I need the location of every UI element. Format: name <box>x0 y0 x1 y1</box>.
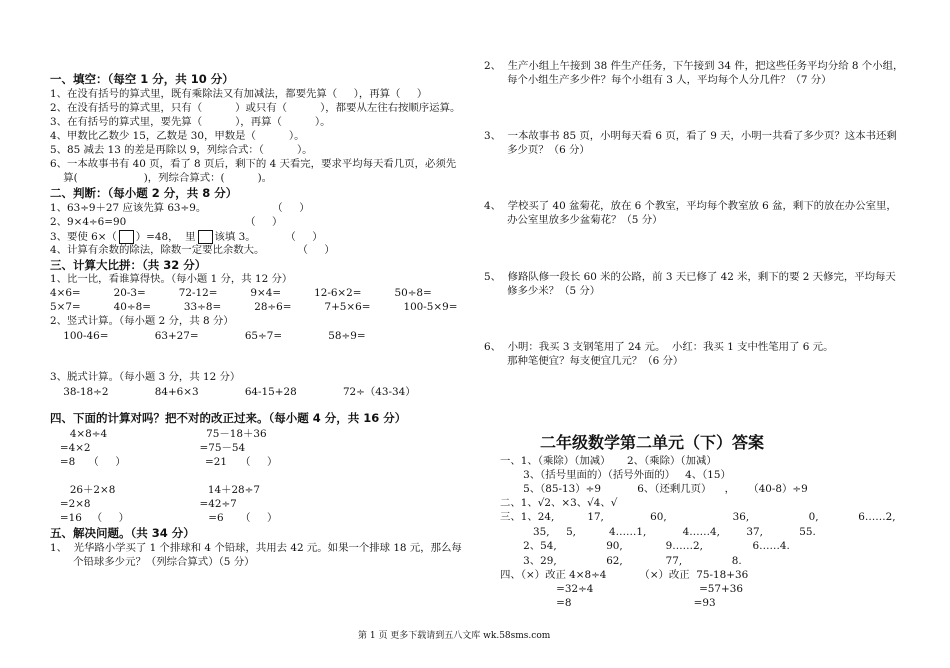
answer-line-8: 3、29, 62, 77, 8. <box>500 555 742 567</box>
check-row-5: =2×8 =42÷7 <box>50 498 237 510</box>
problem-6-cont: 那种笔便宜？每支便宜几元？（6 分） <box>484 355 684 367</box>
judge-1: 1、63÷9＋27 应该先算 63÷9。 （ ） <box>50 202 310 214</box>
fill-blank-6-cont: 算( )，列综合算式：( )。 <box>50 172 273 184</box>
problem-6: 6、 小明：我买 3 支钢笔用了 24 元。 小红：我买 1 支中性笔用了 6 元。 <box>484 341 834 353</box>
step-calc-row: 38-18÷2 84+6×3 64-15+28 72÷（43-34） <box>50 386 416 398</box>
fill-blank-5: 5、85 减去 13 的差是再除以 9，列综合式：（ ）。 <box>50 144 313 156</box>
problem-4-cont: 办公室里放多少盆菊花？（5 分） <box>484 214 663 226</box>
page-footer: 第 1 页 更多下载请到五八文库 wk.58sms.com <box>358 631 551 641</box>
answer-line-9: 四、（×）改正 4×8÷4 （×）改正 75-18+36 <box>500 569 749 581</box>
fill-blank-2: 2、在没有括号的算式里，只有（ ）或只有（ ），都要从左往右按顺序运算。 <box>50 102 461 114</box>
answer-line-5: 三、1、24, 17, 60, 36, 0, 6……2, <box>500 511 896 523</box>
check-row-6: =16 （ ） =6 （ ） <box>50 512 278 524</box>
blank-box <box>198 230 213 244</box>
judge-3 <box>50 230 323 244</box>
problem-5: 5、 修路队修一段长 60 米的公路，前 3 天已修了 42 米，剩下的要 2 天修完，平均每天 <box>484 271 896 283</box>
judge-2: 2、9×4÷6=90 （ ） <box>50 216 283 228</box>
mental-math-heading: 1、比一比，看谁算得快。（每小题 1 分，共 12 分） <box>50 273 293 285</box>
judge-3-tail: 该填 3。 （ ） <box>214 231 323 243</box>
judge-3-mid: ）=48， 里 <box>135 231 196 243</box>
answer-line-6: 35, 5, 4……1, 4……4, 37, 55. <box>500 526 816 538</box>
section-2-heading: 二、判断：（每小题 2 分，共 8 分） <box>50 186 238 200</box>
answer-line-11: =8 =93 <box>500 597 716 609</box>
problem-2: 2、 生产小组上午接到 38 件生产任务，下午接到 34 件，把这些任务平均分给 8 个小组， <box>484 60 904 72</box>
check-row-2: =4×2 =75－54 <box>50 442 246 454</box>
fill-blank-3: 3、在有括号的算式里，要先算（ ），再算（ ）。 <box>50 116 331 128</box>
section-1-heading: 一、填空：（每空 1 分，共 10 分） <box>50 72 234 86</box>
fill-blank-6: 6、一本故事书有 40 页，看了 8 页后，剩下的 4 天看完，要求平均每天看几页，必须先 <box>50 158 457 170</box>
answer-title: 二年级数学第二单元（下）答案 <box>540 433 765 452</box>
check-row-1: 4×8÷4 75－18＋36 <box>50 428 267 440</box>
vertical-calc-row: 100-46= 63+27= 65÷7= 58÷9= <box>50 330 366 342</box>
answer-line-10: =32÷4 =57+36 <box>500 583 743 595</box>
judge-4: 4、计算有余数的除法，除数一定要比余数大。 （ ） <box>50 244 335 256</box>
fill-blank-4: 4、甲数比乙数少 15，乙数是 30，甲数是（ ）。 <box>50 130 305 142</box>
step-calc-heading: 3、脱式计算。（每小题 3 分，共 12 分） <box>50 371 241 383</box>
answer-line-2: 3、（括号里面的）（括号外面的） 4、（15） <box>500 469 731 481</box>
check-row-3: =8 （ ） =21 （ ） <box>50 456 278 468</box>
blank-box <box>119 230 134 244</box>
problem-1-cont: 个铅球多少元？（列综合算式）（5 分） <box>50 556 255 568</box>
mental-math-row-1: 4×6= 20-3= 72-12= 9×4= 12-6×2= 50÷8= <box>50 287 432 299</box>
problem-4: 4、 学校买了 40 盆菊花，放在 6 个教室，平均每个教室放 6 盆，剩下的放在办公室里， <box>484 200 897 212</box>
check-row-4: 26＋2×8 14＋28÷7 <box>50 484 260 496</box>
answer-line-1: 一、1、（乘除）（加减） 2、（乘除）（加减） <box>500 455 717 467</box>
vertical-calc-heading: 2、竖式计算。（每小题 2 分，共 8 分） <box>50 315 234 327</box>
section-5-heading: 五、解决问题。（共 34 分） <box>50 526 195 540</box>
problem-2-cont: 每个小组生产多少件？每个小组有 3 人，平均每个人分几件？（7 分） <box>484 74 832 86</box>
answer-line-3: 5、（85-13）÷9 6、（还剩几页） ， （40-8）÷9 <box>500 483 808 495</box>
problem-3-cont: 多少页？（6 分） <box>484 144 590 156</box>
answer-line-7: 2、54, 90, 9……2, 6……4. <box>500 540 790 552</box>
answer-line-4: 二、1、√2、×3、√4、√ <box>500 497 618 509</box>
section-3-heading: 三、计算大比拼：（共 32 分） <box>50 258 207 272</box>
fill-blank-1: 1、在没有括号的算式里，既有乘除法又有加减法，都要先算（ ），再算（ ） <box>50 88 428 100</box>
problem-1: 1、 光华路小学买了 1 个排球和 4 个铅球，共用去 42 元。如果一个排球 18 元，那么每 <box>50 542 462 554</box>
section-4-heading: 四、下面的计算对吗？把不对的改正过来。（每小题 4 分，共 16 分） <box>50 411 407 425</box>
mental-math-row-2: 5×7= 40÷8= 33÷8= 28÷6= 7+5×6= 100-5×9= <box>50 301 458 313</box>
problem-5-cont: 修多少米？（5 分） <box>484 285 601 297</box>
problem-3: 3、 一本故事书 85 页，小明每天看 6 页，看了 9 天，小明一共看了多少页？这本书还剩 <box>484 130 897 142</box>
judge-3-head: 3、要使 6×（ <box>50 231 117 243</box>
